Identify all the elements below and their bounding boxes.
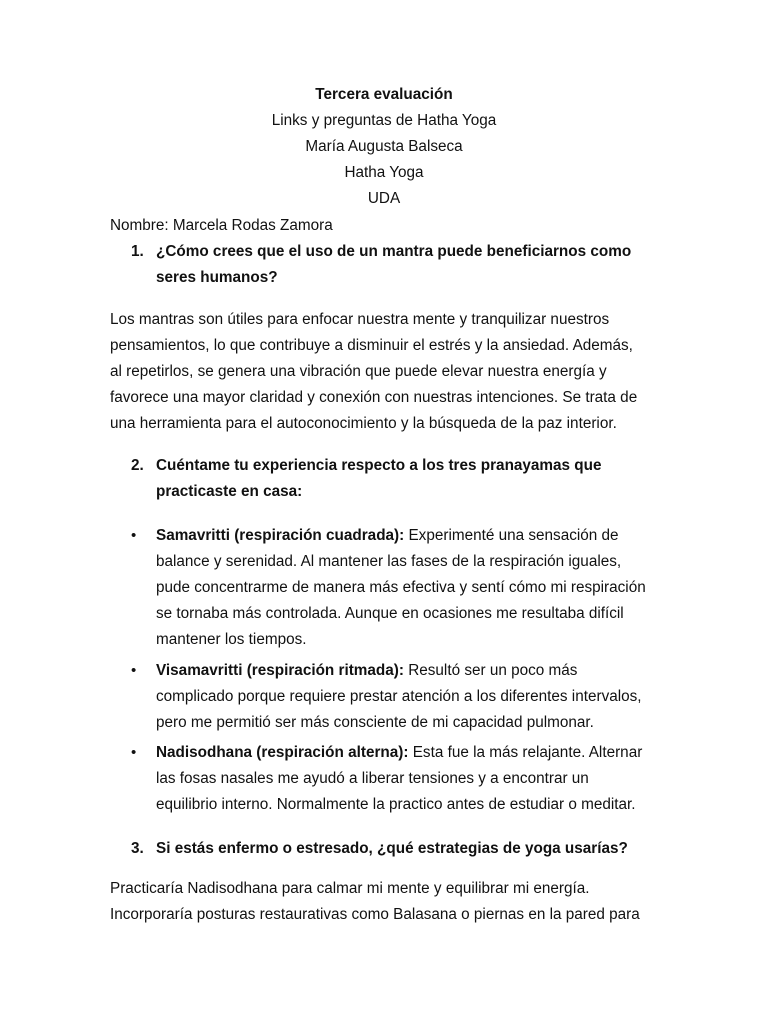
answer-1-line-3: al repetirlos, se genera una vibración que puede elevar nuestra energía y (110, 363, 607, 380)
question-3-line-1: Si estás enfermo o estresado, ¿qué estrategias de yoga usarías? (156, 840, 628, 857)
pranayama-3-line-3: equilibrio interno. Normalmente la practico antes de estudiar o meditar. (156, 796, 636, 813)
pranayama-1-line-5: mantener los tiempos. (156, 631, 307, 648)
question-2-number: 2. (131, 457, 144, 474)
pranayama-1-line-4: se tornaba más controlada. Aunque en ocasiones me resultaba difícil (156, 605, 624, 622)
answer-1-line-5: una herramienta para el autoconocimiento y la búsqueda de la paz interior. (110, 415, 617, 432)
pranayama-3-term: Nadisodhana (respiración alterna): (156, 744, 409, 761)
pranayama-2-term: Visamavritti (respiración ritmada): (156, 662, 404, 679)
pranayama-2-line-2: complicado porque requiere prestar atención a los diferentes intervalos, (156, 688, 642, 705)
bullet-icon: • (131, 527, 137, 544)
pranayama-3-line-2: las fosas nasales me ayudó a liberar tensiones y a encontrar un (156, 770, 589, 787)
bullet-icon: • (131, 744, 137, 761)
pranayama-2-first-line (156, 661, 577, 681)
pranayama-1-term: Samavritti (respiración cuadrada): (156, 527, 405, 544)
question-1-number: 1. (131, 243, 144, 260)
student-name: Nombre: Marcela Rodas Zamora (110, 217, 333, 234)
pranayama-1-line-3: pude concentrarme de manera más efectiva y sentí cómo mi respiración (156, 579, 646, 596)
question-3-number: 3. (131, 840, 144, 857)
author-name: María Augusta Balseca (305, 138, 463, 155)
course-name: Hatha Yoga (344, 164, 424, 181)
answer-1-line-2: pensamientos, lo que contribuye a disminuir el estrés y la ansiedad. Además, (110, 337, 633, 354)
pranayama-1-line-2: balance y serenidad. Al mantener las fases de la respiración iguales, (156, 553, 622, 570)
answer-1-line-4: favorece una mayor claridad y conexión con nuestras intenciones. Se trata de (110, 389, 638, 406)
document-subtitle: Links y preguntas de Hatha Yoga (271, 112, 497, 129)
question-2-line-1: Cuéntame tu experiencia respecto a los tres pranayamas que (156, 457, 602, 474)
pranayama-3-first-rest: Esta fue la más relajante. Alternar (408, 744, 643, 761)
answer-3-line-2: Incorporaría posturas restaurativas como Balasana o piernas en la pared para (110, 906, 640, 923)
bullet-icon: • (131, 662, 137, 679)
question-1-line-2: seres humanos? (156, 269, 278, 286)
question-2-line-2: practicaste en casa: (156, 483, 303, 500)
institution-name: UDA (367, 190, 401, 207)
pranayama-2-line-3: pero me permitió ser más consciente de mi capacidad pulmonar. (156, 714, 594, 731)
pranayama-1-first-line (156, 526, 619, 546)
question-1-line-1: ¿Cómo crees que el uso de un mantra puede beneficiarnos como (156, 243, 632, 260)
document-title: Tercera evaluación (315, 86, 453, 103)
pranayama-2-first-rest: Resultó ser un poco más (403, 662, 578, 679)
answer-1-line-1: Los mantras son útiles para enfocar nuestra mente y tranquilizar nuestros (110, 311, 610, 328)
answer-3-line-1: Practicaría Nadisodhana para calmar mi mente y equilibrar mi energía. (110, 880, 590, 897)
pranayama-1-first-rest: Experimenté una sensación de (404, 527, 619, 544)
pranayama-3-first-line (156, 743, 642, 763)
